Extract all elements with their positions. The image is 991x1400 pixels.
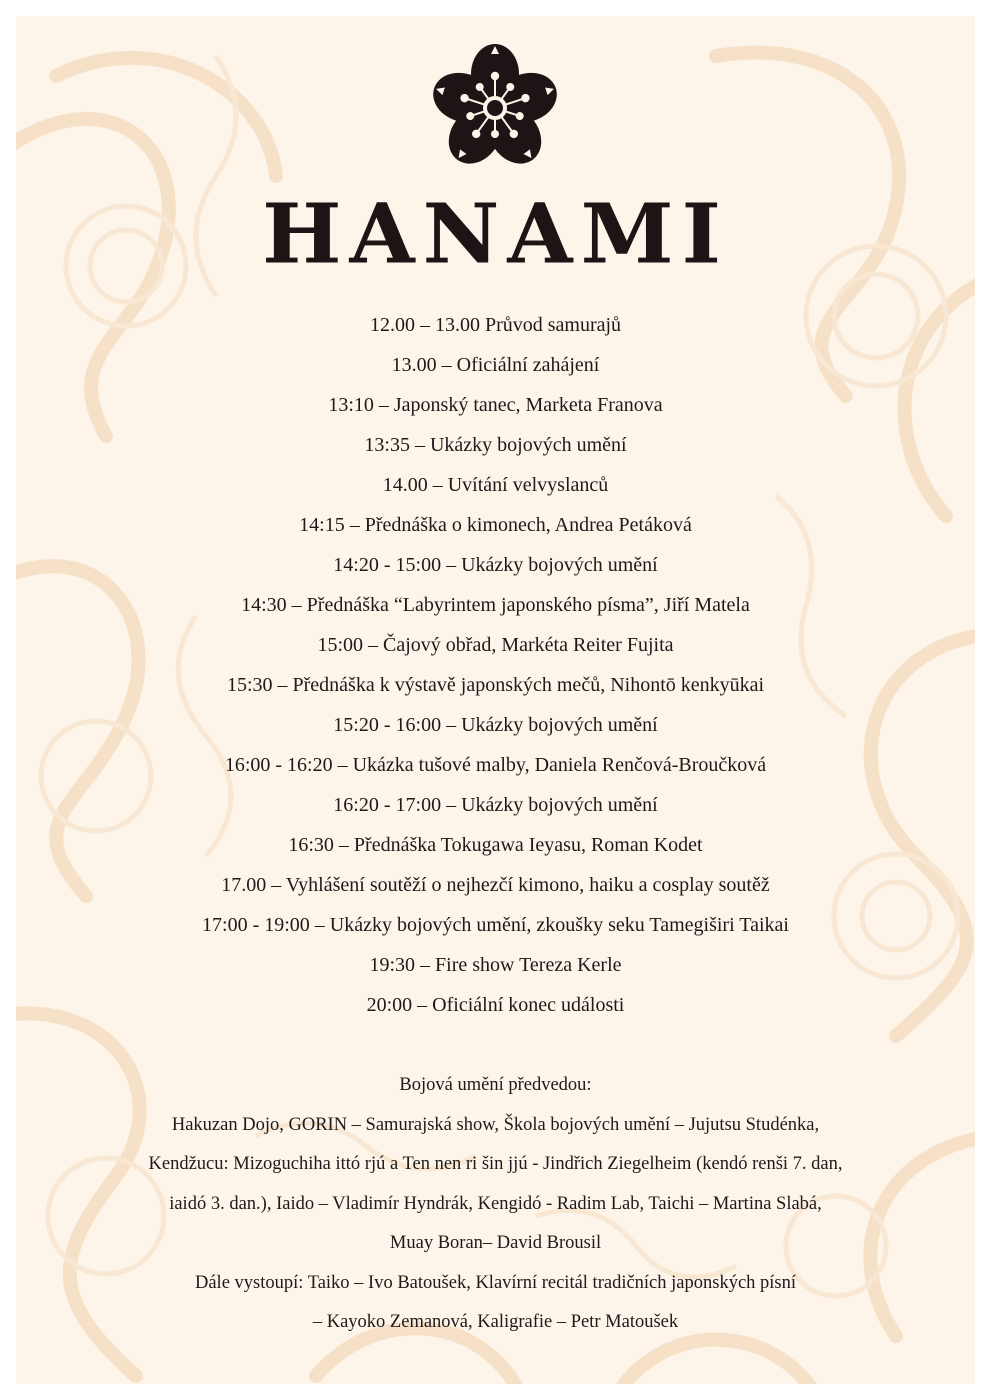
performers-line: – Kayoko Zemanová, Kaligrafie – Petr Matoušek bbox=[312, 1312, 679, 1332]
schedule-item: 13.00 – Oficiální zahájení bbox=[391, 354, 600, 376]
schedule-item: 13:35 – Ukázky bojových umění bbox=[364, 434, 627, 456]
schedule-item: 14:15 – Přednáška o kimonech, Andrea Petáková bbox=[299, 514, 692, 536]
schedule-item: 15:20 - 16:00 – Ukázky bojových umění bbox=[333, 714, 658, 736]
schedule-item: 17:00 - 19:00 – Ukázky bojových umění, zkoušky seku Tamegiširi Taikai bbox=[202, 914, 789, 936]
performers-line: Dále vystoupí: Taiko – Ivo Batoušek, Klavírní recitál tradičních japonských písní bbox=[194, 1272, 797, 1293]
schedule-item: 20:00 – Oficiální konec události bbox=[366, 994, 625, 1016]
poster-content bbox=[16, 16, 975, 1384]
performers-line: Hakuzan Dojo, GORIN – Samurajská show, Škola bojových umění – Jujutsu Studénka, bbox=[171, 1114, 820, 1135]
performers-heading: Bojová umění předvedou: bbox=[399, 1075, 592, 1095]
poster bbox=[16, 16, 975, 1384]
performers-line: Kendžucu: Mizoguchiha ittó rjú a Ten nen ri šin jjú - Jindřich Ziegelheim (kendó renši 7. dan, bbox=[148, 1154, 843, 1174]
schedule-item: 17.00 – Vyhlášení soutěží o nejhezčí kimono, haiku a cosplay soutěž bbox=[221, 874, 770, 896]
schedule-item: 16:30 – Přednáška Tokugawa Ieyasu, Roman Kodet bbox=[288, 834, 703, 856]
poster-title: HANAMI bbox=[262, 185, 729, 283]
schedule-item: 12.00 – 13.00 Průvod samurajů bbox=[369, 314, 622, 336]
schedule-item: 16:00 - 16:20 – Ukázka tušové malby, Daniela Renčová-Broučková bbox=[224, 754, 767, 776]
performers-line: iaidó 3. dan.), Iaido – Vladimír Hyndrák, Kengidó - Radim Lab, Taichi – Martina Slabá, bbox=[169, 1193, 822, 1214]
schedule-item: 14:30 – Přednáška “Labyrintem japonského písma”, Jiří Matela bbox=[241, 594, 750, 616]
schedule-item: 14:20 - 15:00 – Ukázky bojových umění bbox=[333, 554, 658, 576]
schedule-item: 14.00 – Uvítání velvyslanců bbox=[382, 474, 609, 496]
schedule-item: 13:10 – Japonský tanec, Marketa Franova bbox=[328, 394, 663, 416]
schedule-item: 15:00 – Čajový obřad, Markéta Reiter Fujita bbox=[317, 634, 674, 656]
sakura-crest-icon bbox=[430, 43, 560, 173]
performers-section bbox=[16, 1069, 975, 1346]
schedule-item: 15:30 – Přednáška k výstavě japonských mečů, Nihontō kenkyūkai bbox=[226, 674, 765, 696]
event-schedule bbox=[16, 309, 975, 1029]
schedule-item: 16:20 - 17:00 – Ukázky bojových umění bbox=[333, 794, 658, 816]
schedule-item: 19:30 – Fire show Tereza Kerle bbox=[369, 954, 622, 976]
performers-line: Muay Boran– David Brousil bbox=[389, 1233, 602, 1253]
